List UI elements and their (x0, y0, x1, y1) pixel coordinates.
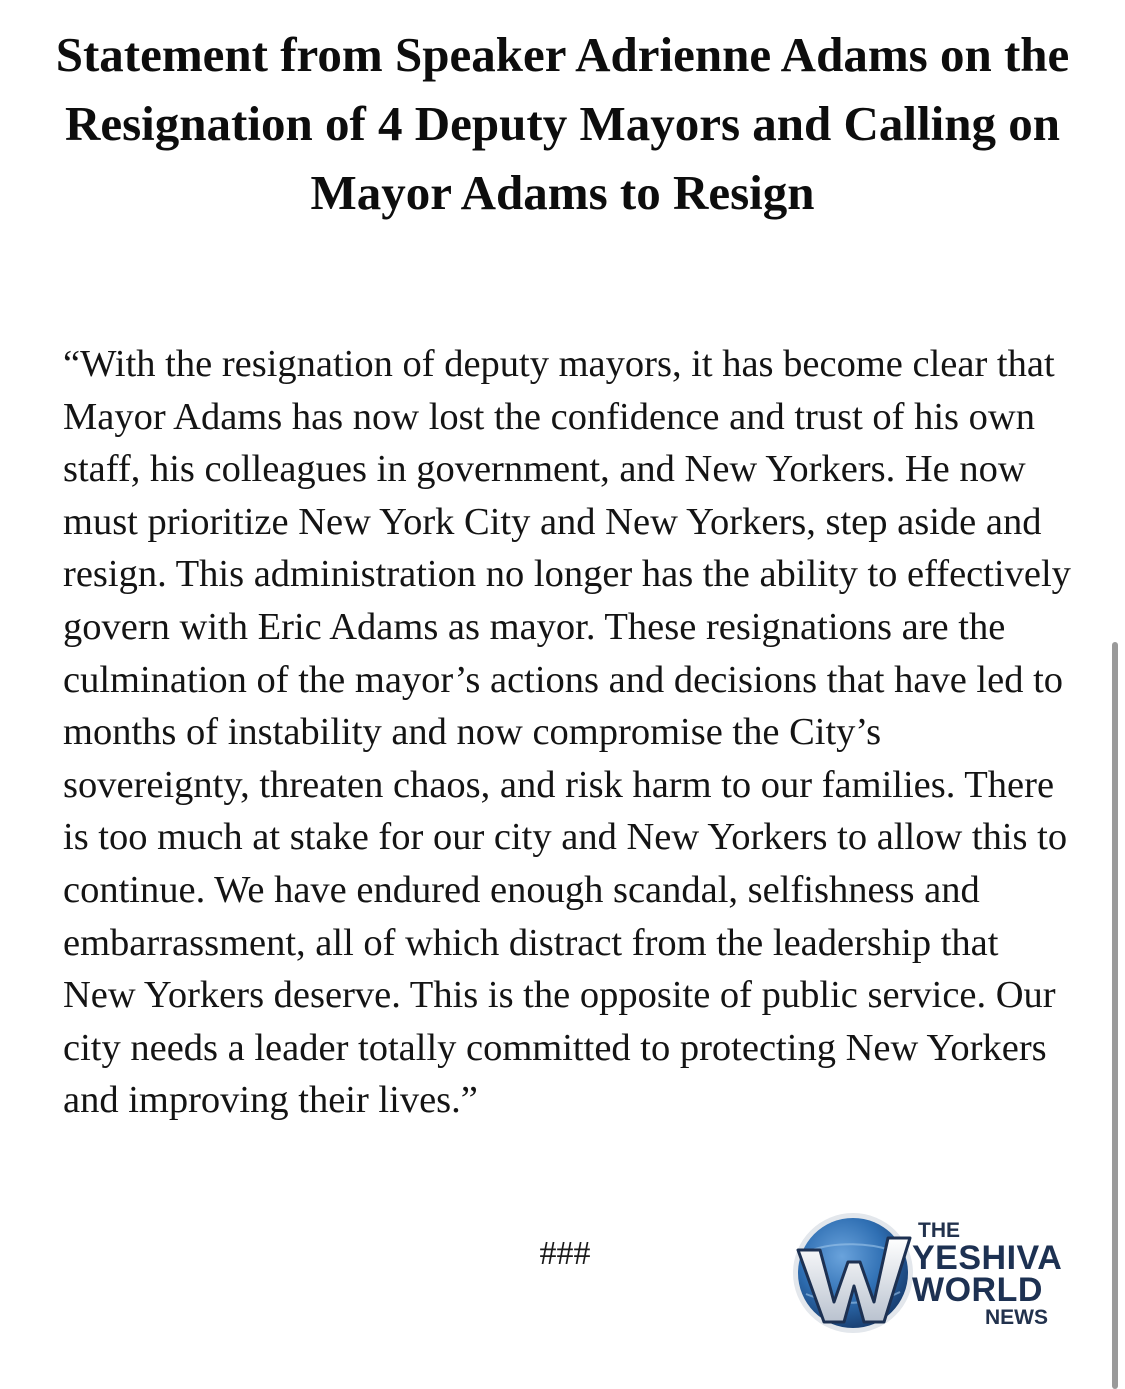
vertical-scrollbar[interactable] (1112, 642, 1118, 1389)
watermark-news: NEWS (985, 1306, 1048, 1329)
watermark-yeshiva: YESHIVA (912, 1239, 1063, 1277)
end-mark: ### (539, 1235, 591, 1272)
statement-title: Statement from Speaker Adrienne Adams on the Resignation of 4 Deputy Mayors and Calling on Mayor Adams to Resign (55, 27, 1070, 220)
statement-body: “With the resignation of deputy mayors, it has become clear that Mayor Adams has now lost the confidence and trust of his own staff, his colleagues in government, and New Yorkers. He now must prioritize New York City and New Yorkers, step aside and resign. This administration no longer has the ability to effectively govern with Eric Adams as mayor. These resignations are the culmination of the mayor’s actions and decisions that have led to months of instability and now compromise the City’s sovereignty, threaten chaos, and risk harm to our families. There is too much at stake for our city and New Yorkers to allow this to continue. We have endured enough scandal, selfishness and embarrassment, all of which distract from the leadership that New Yorkers deserve. This is the opposite of public service. Our city needs a leader totally committed to protecting New Yorkers and improving their lives.” (63, 343, 1071, 1122)
watermark-text (912, 1220, 1062, 1330)
yeshiva-world-news-w-logo-icon (790, 1210, 916, 1336)
watermark-world: WORLD (912, 1271, 1043, 1309)
watermark-logo (790, 1210, 1075, 1340)
watermark-the: THE (918, 1219, 960, 1242)
